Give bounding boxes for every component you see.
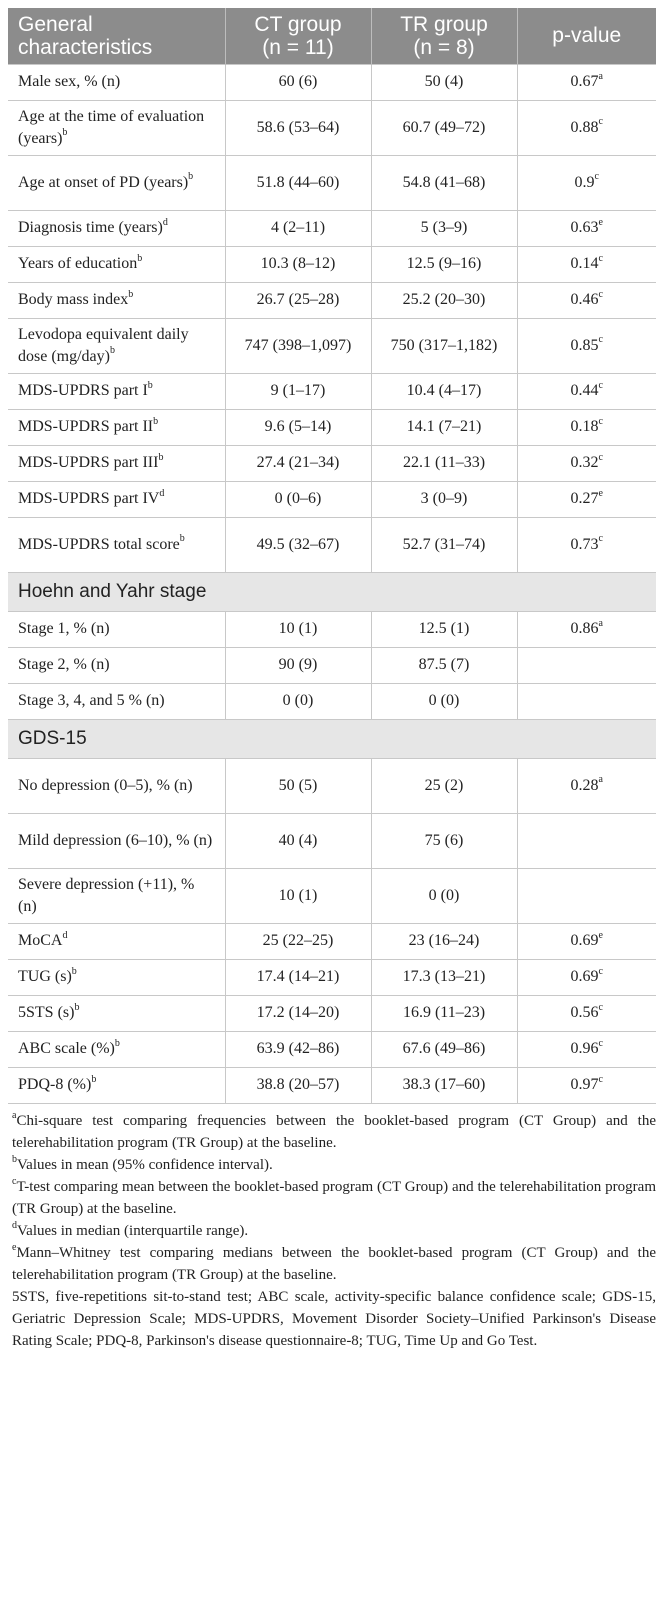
- p-value: 0.9$^c$: [517, 155, 656, 210]
- table-row: [8, 282, 656, 318]
- footnote: $^c$T-test comparing mean between the booklet-based program (CT Group) and the telerehabilitation program (TR Group) at the baseline.: [12, 1175, 656, 1217]
- ct-value: 51.8 (44–60): [225, 155, 371, 210]
- section-header-row: [8, 719, 656, 758]
- footnote: $^b$Values in mean (95% confidence interval).: [12, 1153, 273, 1173]
- table-row: [8, 210, 656, 246]
- tr-value: 0 (0): [371, 868, 517, 923]
- tr-value: 23 (16–24): [371, 923, 517, 959]
- ct-value: 27.4 (21–34): [225, 445, 371, 481]
- tr-value: 75 (6): [371, 813, 517, 868]
- table-row: [8, 683, 656, 719]
- p-value: 0.28$^a$: [517, 758, 656, 813]
- header-characteristics: General characteristics: [8, 8, 225, 64]
- row-label: Diagnosis time (years)$^d$: [8, 210, 225, 246]
- table-row: [8, 868, 656, 923]
- row-label: MDS-UPDRS total score$^b$: [8, 517, 225, 572]
- table-row: [8, 1031, 656, 1067]
- ct-value: 10.3 (8–12): [225, 246, 371, 282]
- tr-value: 60.7 (49–72): [371, 100, 517, 155]
- table-row: [8, 318, 656, 373]
- tr-value: 12.5 (1): [371, 611, 517, 647]
- table-row: [8, 445, 656, 481]
- tr-value: 14.1 (7–21): [371, 409, 517, 445]
- ct-value: 26.7 (25–28): [225, 282, 371, 318]
- table-row: [8, 246, 656, 282]
- row-label: Levodopa equivalent daily dose $(mg/day)^b$: [8, 318, 225, 373]
- row-label: Body mass index$^b$: [8, 282, 225, 318]
- header-ct-group: [225, 8, 371, 64]
- table-row: [8, 1067, 656, 1103]
- row-label: TUG $(s)^b$: [8, 959, 225, 995]
- tr-value: 5 (3–9): [371, 210, 517, 246]
- tr-value: 12.5 (9–16): [371, 246, 517, 282]
- tr-value: 16.9 (11–23): [371, 995, 517, 1031]
- table-row: [8, 100, 656, 155]
- tr-value: 0 (0): [371, 683, 517, 719]
- table-container: [8, 8, 656, 1352]
- ct-value: 0 (0): [225, 683, 371, 719]
- ct-value: 17.2 (14–20): [225, 995, 371, 1031]
- header-tr-group: [371, 8, 517, 64]
- row-label: Age at the time of evaluation (years)$^b$: [8, 100, 225, 155]
- p-value: 0.96$^c$: [517, 1031, 656, 1067]
- table-row: [8, 64, 656, 100]
- row-label: MDS-UPDRS part III$^b$: [8, 445, 225, 481]
- row-label: MDS-UPDRS part $IV^d$: [8, 481, 225, 517]
- p-value: 0.32$^c$: [517, 445, 656, 481]
- header-tr-group-n: (n = 8): [413, 35, 475, 59]
- p-value: 0.44$^c$: [517, 373, 656, 409]
- table-row: [8, 813, 656, 868]
- tr-value: 52.7 (31–74): [371, 517, 517, 572]
- footnote: $^a$Chi-square test comparing frequencies between the booklet-based program (CT Group) and the telerehabilitation program (TR Group) at the baseline.: [12, 1109, 656, 1151]
- table-row: [8, 155, 656, 210]
- ct-value: 9 (1–17): [225, 373, 371, 409]
- tr-value: 17.3 (13–21): [371, 959, 517, 995]
- table-row: [8, 923, 656, 959]
- table-row: [8, 959, 656, 995]
- tr-value: 750 (317–1,182): [371, 318, 517, 373]
- section-hoehn-yahr: Hoehn and Yahr stage: [8, 572, 656, 611]
- table-row: [8, 517, 656, 572]
- table-row: [8, 611, 656, 647]
- tr-value: 87.5 (7): [371, 647, 517, 683]
- p-value: 0.85$^c$: [517, 318, 656, 373]
- ct-value: 747 (398–1,097): [225, 318, 371, 373]
- ct-value: 58.6 (53–64): [225, 100, 371, 155]
- tr-value: 54.8 (41–68): [371, 155, 517, 210]
- p-value: 0.18$^c$: [517, 409, 656, 445]
- row-label: Stage 2, % (n): [8, 647, 225, 683]
- header-p-value: p-value: [517, 8, 656, 64]
- p-value: [517, 868, 656, 923]
- section-header-row: [8, 572, 656, 611]
- ct-value: 4 (2–11): [225, 210, 371, 246]
- footnote: $^d$Values in median (interquartile range).: [12, 1219, 249, 1239]
- row-label: MDS-UPDRS part $I^b$: [8, 373, 225, 409]
- row-label: Severe depression (+11), % (n): [8, 868, 225, 923]
- p-value: 0.14$^c$: [517, 246, 656, 282]
- abbreviations: 5STS, five-repetitions sit-to-stand test; ABC scale, activity-specific balance confidence scale; GDS-15, Geriatric Depression Scale; MDS-UPDRS, Movement Disorder Society–Unified Parkinson's Disease Rating Scale; PDQ-8, Parkinson's disease questionnaire-8; TUG, Time Up and Go Test.: [12, 1288, 656, 1349]
- p-value: 0.46$^c$: [517, 282, 656, 318]
- ct-value: 38.8 (20–57): [225, 1067, 371, 1103]
- table-row: [8, 758, 656, 813]
- row-label: MoCA$^d$: [8, 923, 225, 959]
- p-value: 0.86$^a$: [517, 611, 656, 647]
- tr-value: 38.3 (17–60): [371, 1067, 517, 1103]
- p-value: [517, 683, 656, 719]
- tr-value: 25 (2): [371, 758, 517, 813]
- header-ct-group-n: (n = 11): [262, 35, 334, 59]
- ct-value: 9.6 (5–14): [225, 409, 371, 445]
- tr-value: 22.1 (11–33): [371, 445, 517, 481]
- ct-value: 10 (1): [225, 611, 371, 647]
- table-row: [8, 409, 656, 445]
- row-label: ABC scale (%)$^b$: [8, 1031, 225, 1067]
- table-row: [8, 995, 656, 1031]
- row-label: MDS-UPDRS part $II^b$: [8, 409, 225, 445]
- row-label: Age at onset of PD (years)$^b$: [8, 155, 225, 210]
- tr-value: 3 (0–9): [371, 481, 517, 517]
- row-label: Years of education$^b$: [8, 246, 225, 282]
- ct-value: 0 (0–6): [225, 481, 371, 517]
- p-value: [517, 647, 656, 683]
- p-value: 0.27e: [517, 481, 656, 517]
- p-value: 0.63e: [517, 210, 656, 246]
- ct-value: 49.5 (32–67): [225, 517, 371, 572]
- ct-value: 50 (5): [225, 758, 371, 813]
- p-value: 0.56$^c$: [517, 995, 656, 1031]
- table-row: [8, 481, 656, 517]
- table-header: [8, 8, 656, 64]
- ct-value: 63.9 (42–86): [225, 1031, 371, 1067]
- header-tr-group-name: TR group: [400, 12, 488, 36]
- row-label: 5STS $(s)^b$: [8, 995, 225, 1031]
- row-label: PDQ-8 (%)$^b$: [8, 1067, 225, 1103]
- footnote: $^e$Mann–Whitney test comparing medians between the booklet-based program (CT Group) and the telerehabilitation program (TR Group) at the baseline.: [12, 1241, 656, 1283]
- p-value: 0.67$^a$: [517, 64, 656, 100]
- footnotes: [8, 1110, 656, 1352]
- row-label: No depression (0–5), % (n): [8, 758, 225, 813]
- p-value: 0.88$^c$: [517, 100, 656, 155]
- p-value: 0.69$^c$: [517, 959, 656, 995]
- header-ct-group-name: CT group: [254, 12, 342, 36]
- row-label: Stage 3, 4, and 5 % (n): [8, 683, 225, 719]
- p-value: 0.73$^c$: [517, 517, 656, 572]
- row-label: Male sex, % (n): [8, 64, 225, 100]
- ct-value: 25 (22–25): [225, 923, 371, 959]
- tr-value: 10.4 (4–17): [371, 373, 517, 409]
- row-label: Mild depression (6–10), % (n): [8, 813, 225, 868]
- table-row: [8, 373, 656, 409]
- ct-value: 10 (1): [225, 868, 371, 923]
- tr-value: 67.6 (49–86): [371, 1031, 517, 1067]
- p-value: 0.97$^c$: [517, 1067, 656, 1103]
- row-label: Stage 1, % (n): [8, 611, 225, 647]
- p-value: 0.69e: [517, 923, 656, 959]
- ct-value: 40 (4): [225, 813, 371, 868]
- ct-value: 90 (9): [225, 647, 371, 683]
- section-gds-15: GDS-15: [8, 719, 656, 758]
- ct-value: 17.4 (14–21): [225, 959, 371, 995]
- characteristics-table: [8, 8, 656, 1104]
- tr-value: 25.2 (20–30): [371, 282, 517, 318]
- tr-value: 50 (4): [371, 64, 517, 100]
- table-body: [8, 64, 656, 1103]
- table-row: [8, 647, 656, 683]
- ct-value: 60 (6): [225, 64, 371, 100]
- p-value: [517, 813, 656, 868]
